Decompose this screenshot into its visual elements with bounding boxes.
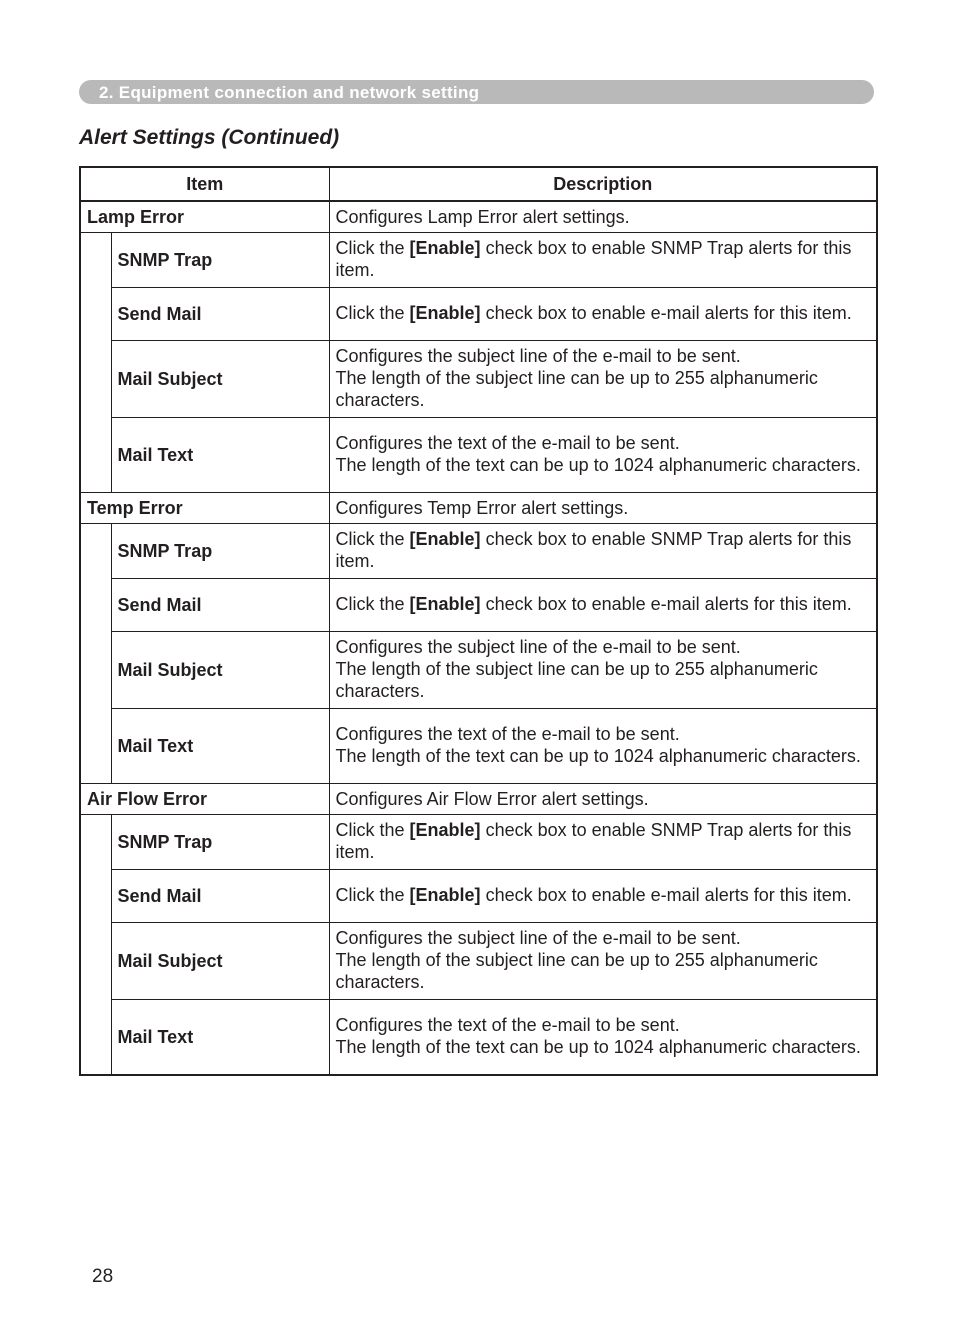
indent-cell (80, 815, 111, 870)
desc-line: The length of the text can be up to 1024 alphanumeric characters. (335, 1037, 861, 1057)
desc-text: check box to enable SNMP Trap alerts for this item. (335, 238, 852, 280)
group-name: Lamp Error (80, 201, 329, 233)
desc-line: The length of the subject line can be up to 255 alphanumeric characters. (335, 368, 818, 410)
group-name: Temp Error (80, 493, 329, 524)
table-row (80, 288, 877, 341)
desc-bold: [Enable] (409, 529, 481, 549)
desc-text: Click the (335, 594, 410, 614)
item-name: SNMP Trap (111, 524, 329, 579)
item-description (329, 709, 877, 784)
desc-line: Configures the text of the e-mail to be sent. (335, 433, 680, 453)
item-description (329, 815, 877, 870)
desc-text: check box to enable e-mail alerts for this item. (480, 303, 852, 323)
item-name: Send Mail (111, 579, 329, 632)
desc-line: The length of the subject line can be up to 255 alphanumeric characters. (335, 659, 818, 701)
indent-cell (80, 709, 111, 784)
item-description (329, 870, 877, 923)
desc-text: Click the (335, 820, 410, 840)
desc-text: check box to enable e-mail alerts for this item. (480, 594, 852, 614)
table-row (80, 524, 877, 579)
table-header-row (80, 167, 877, 201)
item-name: Mail Subject (111, 923, 329, 1000)
indent-cell (80, 233, 111, 288)
column-header-description: Description (329, 167, 877, 201)
item-name: SNMP Trap (111, 815, 329, 870)
item-description (329, 524, 877, 579)
desc-text: Click the (335, 238, 410, 258)
section-header-bar (79, 80, 874, 104)
table-row (80, 923, 877, 1000)
desc-text: Click the (335, 303, 410, 323)
item-name: Mail Text (111, 1000, 329, 1076)
indent-cell (80, 1000, 111, 1076)
item-description (329, 632, 877, 709)
desc-bold: [Enable] (409, 238, 481, 258)
table-row (80, 1000, 877, 1076)
desc-text: Click the (335, 885, 410, 905)
item-description (329, 1000, 877, 1076)
indent-cell (80, 579, 111, 632)
desc-text: check box to enable SNMP Trap alerts for this item. (335, 820, 852, 862)
desc-bold: [Enable] (409, 594, 481, 614)
desc-bold: [Enable] (409, 303, 481, 323)
page-number: 28 (92, 1266, 114, 1287)
item-description (329, 418, 877, 493)
indent-cell (80, 923, 111, 1000)
page-title: Alert Settings (Continued) (79, 126, 340, 149)
desc-bold: [Enable] (409, 885, 481, 905)
table-row (80, 815, 877, 870)
table-row (80, 233, 877, 288)
desc-line: Configures the subject line of the e-mail to be sent. (335, 928, 741, 948)
column-header-item: Item (80, 167, 329, 201)
indent-cell (80, 524, 111, 579)
indent-cell (80, 341, 111, 418)
group-description: Configures Temp Error alert settings. (329, 493, 877, 524)
table-row (80, 418, 877, 493)
indent-cell (80, 632, 111, 709)
item-description (329, 288, 877, 341)
table-group-row (80, 201, 877, 233)
item-description (329, 579, 877, 632)
indent-cell (80, 418, 111, 493)
desc-line: The length of the text can be up to 1024 alphanumeric characters. (335, 455, 861, 475)
item-description (329, 923, 877, 1000)
alert-settings-table (79, 166, 878, 1076)
indent-cell (80, 870, 111, 923)
item-name: Mail Subject (111, 632, 329, 709)
desc-line: Configures the text of the e-mail to be sent. (335, 1015, 680, 1035)
section-header-label: 2. Equipment connection and network setting (99, 83, 480, 102)
indent-cell (80, 288, 111, 341)
item-name: Mail Text (111, 709, 329, 784)
table-group-row (80, 493, 877, 524)
table-group-row (80, 784, 877, 815)
desc-line: Configures the text of the e-mail to be sent. (335, 724, 680, 744)
item-description (329, 233, 877, 288)
desc-line: Configures the subject line of the e-mail to be sent. (335, 346, 741, 366)
item-name: Mail Text (111, 418, 329, 493)
desc-line: Configures the subject line of the e-mail to be sent. (335, 637, 741, 657)
desc-line: The length of the text can be up to 1024 alphanumeric characters. (335, 746, 861, 766)
table-row (80, 579, 877, 632)
table-row (80, 341, 877, 418)
group-description: Configures Lamp Error alert settings. (329, 201, 877, 233)
item-name: Send Mail (111, 870, 329, 923)
item-name: SNMP Trap (111, 233, 329, 288)
group-description: Configures Air Flow Error alert settings. (329, 784, 877, 815)
item-name: Send Mail (111, 288, 329, 341)
desc-text: check box to enable SNMP Trap alerts for this item. (335, 529, 852, 571)
desc-text: check box to enable e-mail alerts for this item. (480, 885, 852, 905)
desc-line: The length of the subject line can be up to 255 alphanumeric characters. (335, 950, 818, 992)
table-row (80, 709, 877, 784)
table-row (80, 632, 877, 709)
item-name: Mail Subject (111, 341, 329, 418)
desc-text: Click the (335, 529, 410, 549)
desc-bold: [Enable] (409, 820, 481, 840)
group-name: Air Flow Error (80, 784, 329, 815)
table-row (80, 870, 877, 923)
item-description (329, 341, 877, 418)
